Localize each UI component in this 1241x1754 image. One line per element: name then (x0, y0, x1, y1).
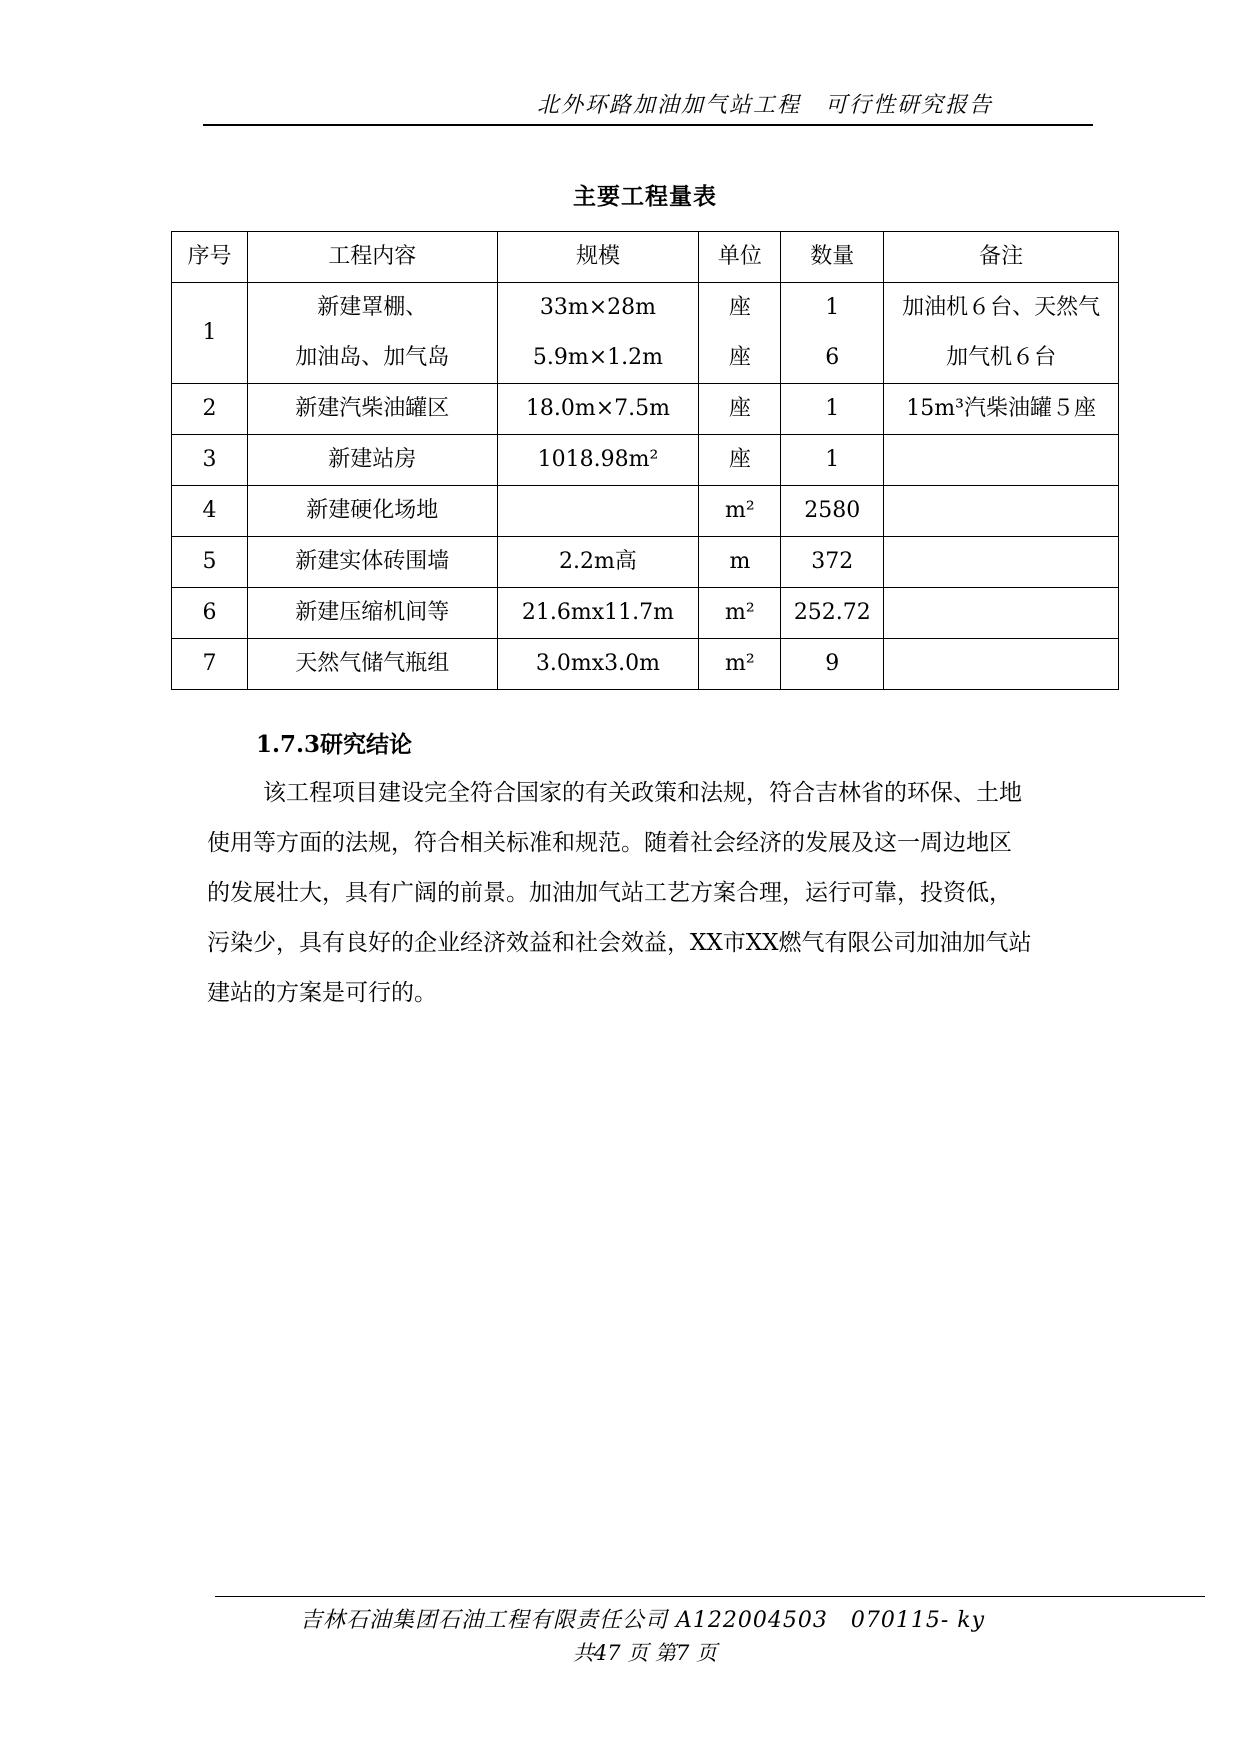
column-header: 序号 (172, 232, 248, 283)
cell-line: 1 (825, 295, 840, 320)
table-header-row (172, 232, 1119, 283)
cell-line: 加油机６台、天然气 (902, 295, 1101, 320)
column-header: 工程内容 (247, 232, 497, 283)
footer-company: 吉林石油集团石油工程有限责任公司 A122004503 070115- ky (300, 1608, 986, 1633)
cell-no: 4 (172, 486, 248, 537)
column-header: 单位 (699, 232, 781, 283)
cell-note (884, 588, 1119, 639)
cell-line: 33m×28m (539, 295, 657, 320)
paragraph-line: 该工程项目建设完全符合国家的有关政策和法规，符合吉林省的环保、土地 (263, 780, 1022, 806)
column-header: 备注 (884, 232, 1119, 283)
table-row (172, 283, 1119, 384)
cell-scale: 2.2m高 (497, 537, 699, 588)
cell-note: 15m³汽柴油罐５座 (884, 384, 1119, 435)
cell-content: 新建汽柴油罐区 (247, 384, 497, 435)
cell-qty: 9 (781, 639, 884, 690)
cell-unit: m (699, 537, 781, 588)
cell-unit: 座 (699, 435, 781, 486)
table-row (172, 639, 1119, 690)
cell-qty: 1 (781, 435, 884, 486)
cell-note (884, 486, 1119, 537)
paragraph-line: 建站的方案是可行的。 (207, 980, 437, 1006)
table-row (172, 384, 1119, 435)
cell-no: 2 (172, 384, 248, 435)
paragraph-line: 使用等方面的法规，符合相关标准和规范。随着社会经济的发展及这一周边地区 (207, 830, 1012, 856)
cell-qty (781, 283, 884, 384)
cell-scale (497, 283, 699, 384)
cell-content (247, 283, 497, 384)
cell-note (884, 639, 1119, 690)
column-header: 规模 (497, 232, 699, 283)
cell-unit: 座 (699, 384, 781, 435)
cell-unit: m² (699, 639, 781, 690)
table-row (172, 537, 1119, 588)
cell-unit: m² (699, 486, 781, 537)
cell-content: 新建实体砖围墙 (247, 537, 497, 588)
cell-line: 加油岛、加气岛 (295, 345, 450, 370)
engineering-quantity-table (171, 231, 1119, 690)
cell-qty: 2580 (781, 486, 884, 537)
cell-line: 加气机６台 (946, 345, 1057, 370)
cell-qty: 1 (781, 384, 884, 435)
cell-note (884, 537, 1119, 588)
cell-line: 座 (728, 345, 751, 370)
cell-qty: 252.72 (781, 588, 884, 639)
cell-note (884, 435, 1119, 486)
paragraph-line: 污染少，具有良好的企业经济效益和社会效益，XX市XX燃气有限公司加油加气站 (207, 930, 1032, 956)
cell-no: 6 (172, 588, 248, 639)
cell-no: 3 (172, 435, 248, 486)
cell-scale: 18.0m×7.5m (497, 384, 699, 435)
cell-scale: 21.6mx11.7m (497, 588, 699, 639)
cell-scale: 1018.98m² (497, 435, 699, 486)
cell-line: 座 (728, 295, 751, 320)
paragraph-line: 的发展壮大，具有广阔的前景。加油加气站工艺方案合理，运行可靠，投资低， (207, 880, 1012, 906)
column-header: 数量 (781, 232, 884, 283)
cell-content: 新建压缩机间等 (247, 588, 497, 639)
cell-content: 天然气储气瓶组 (247, 639, 497, 690)
section-heading: 1.7.3研究结论 (256, 731, 413, 758)
cell-unit: m² (699, 588, 781, 639)
page-header (203, 88, 1093, 126)
footer-divider (215, 1596, 1205, 1597)
cell-note (884, 283, 1119, 384)
cell-unit (699, 283, 781, 384)
cell-line: 5.9m×1.2m (532, 345, 664, 370)
cell-line: 新建罩棚、 (317, 295, 428, 320)
cell-no: 5 (172, 537, 248, 588)
cell-line: 6 (825, 345, 840, 370)
table-row (172, 588, 1119, 639)
footer-page-number: 共47 页 第7 页 (572, 1641, 718, 1665)
cell-scale: 3.0mx3.0m (497, 639, 699, 690)
cell-qty: 372 (781, 537, 884, 588)
cell-content: 新建站房 (247, 435, 497, 486)
table-row (172, 486, 1119, 537)
cell-scale (497, 486, 699, 537)
cell-content: 新建硬化场地 (247, 486, 497, 537)
cell-no: 7 (172, 639, 248, 690)
cell-no: 1 (172, 283, 248, 384)
table-title: 主要工程量表 (573, 183, 717, 210)
conclusion-paragraph (207, 768, 1097, 1018)
header-title: 北外环路加油加气站工程 可行性研究报告 (536, 93, 993, 118)
table-row (172, 435, 1119, 486)
